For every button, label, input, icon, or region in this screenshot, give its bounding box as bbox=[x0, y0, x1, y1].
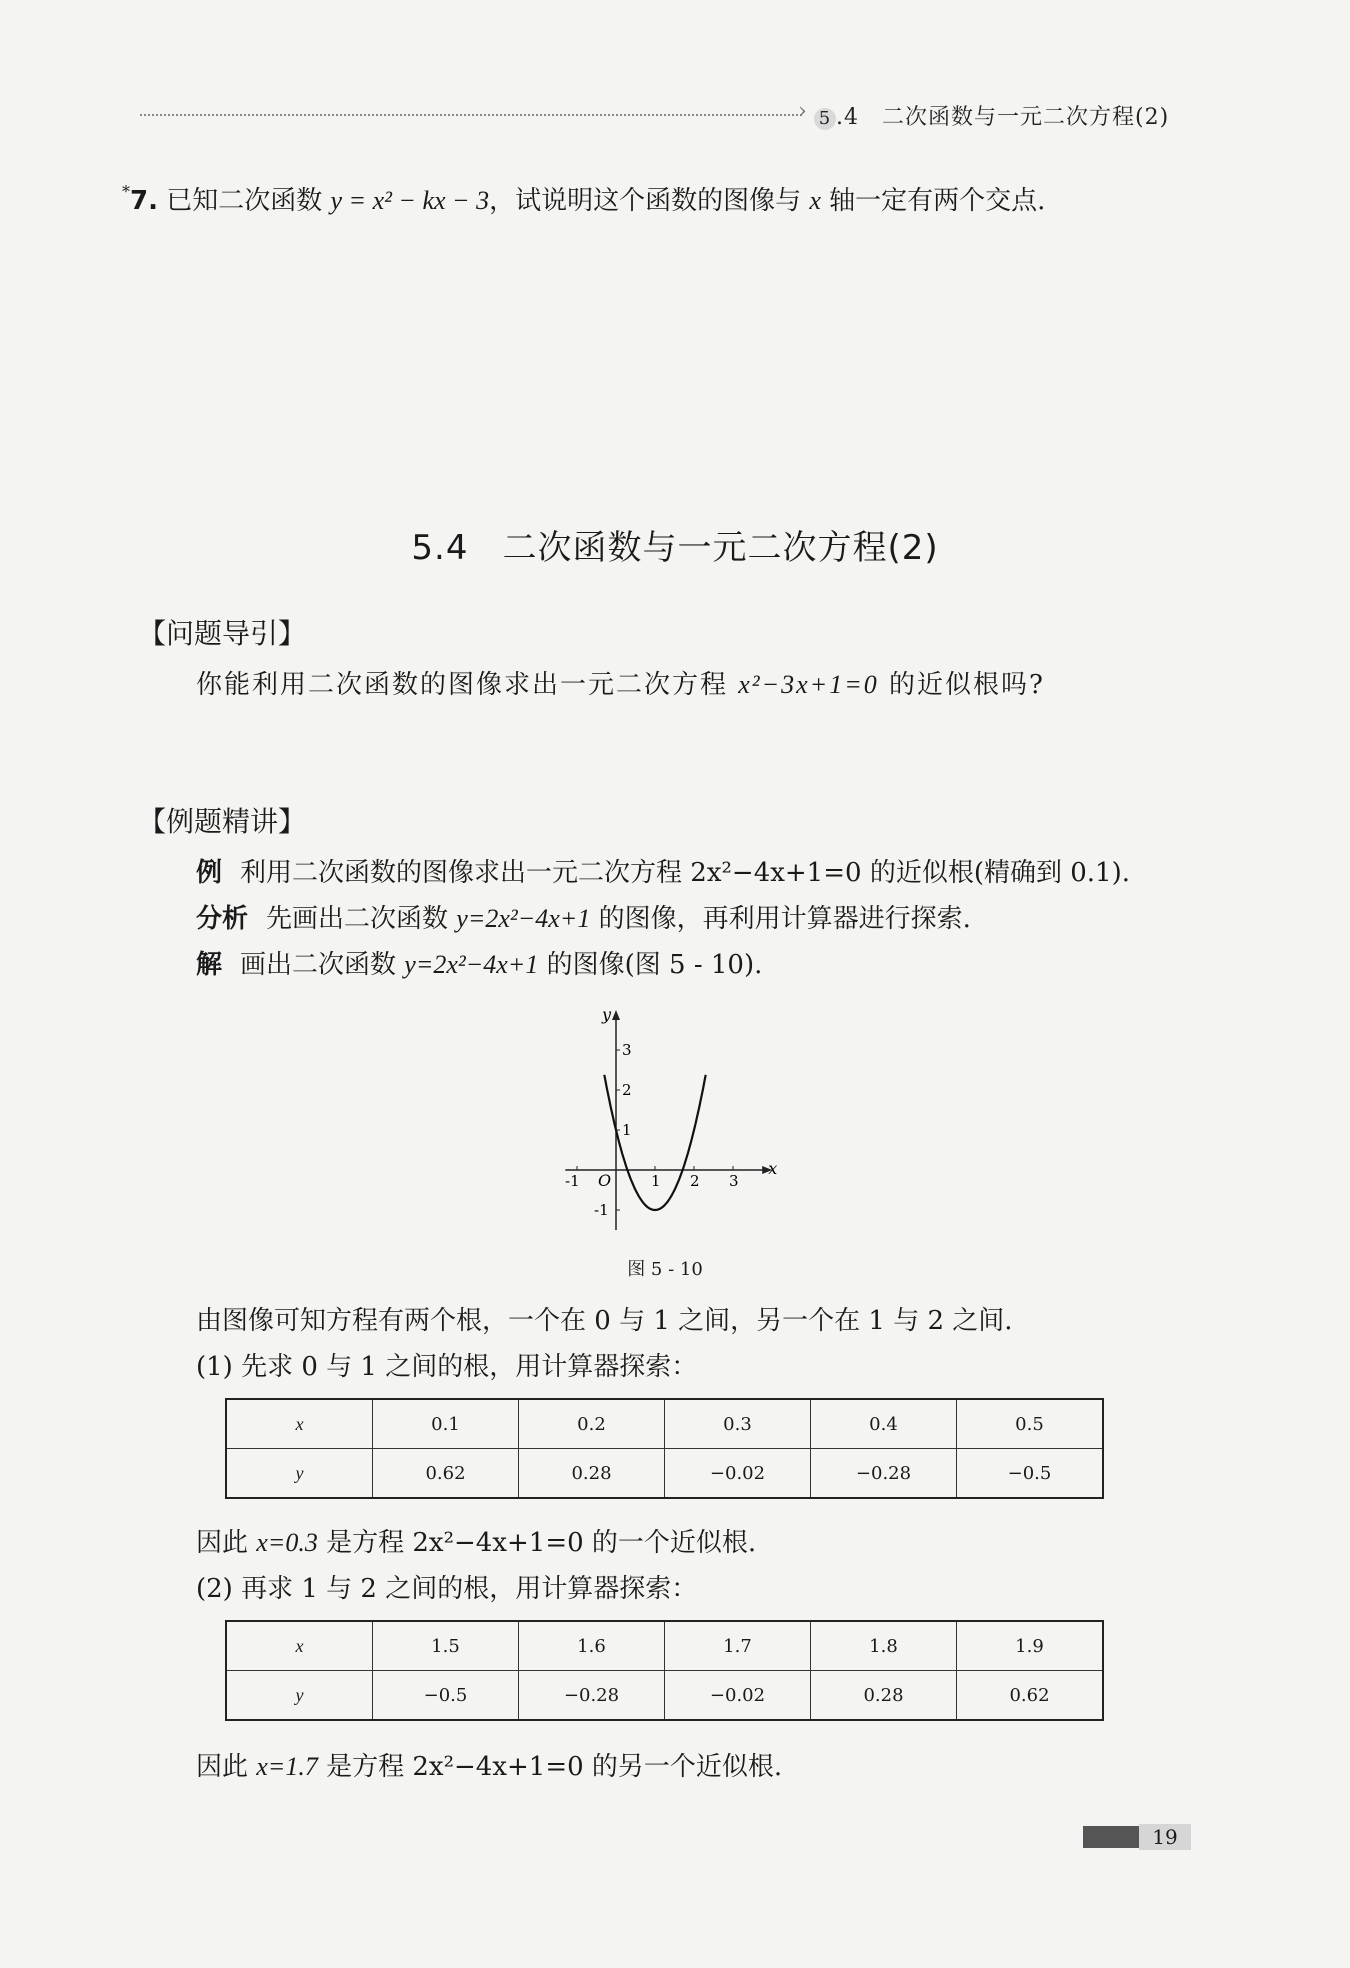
guide-text: 你能利用二次函数的图像求出一元二次方程 bbox=[196, 670, 739, 700]
question-7 bbox=[122, 180, 1045, 217]
header-dotted-rule bbox=[140, 114, 802, 116]
table-cell: 0.4 bbox=[811, 1399, 957, 1449]
table-cell: 1.7 bbox=[665, 1621, 811, 1671]
parabola-figure bbox=[540, 1000, 790, 1240]
table-cell: 0.1 bbox=[373, 1399, 519, 1449]
body-text: 因此 bbox=[196, 1752, 257, 1782]
table-cell: 0.28 bbox=[811, 1671, 957, 1721]
y-axis-label: y bbox=[602, 1005, 612, 1024]
body-text: 的一个近似根. bbox=[583, 1528, 757, 1558]
header-circled-number: 5 bbox=[814, 108, 836, 130]
table-cell: 0.62 bbox=[373, 1449, 519, 1499]
x-tick-label: 3 bbox=[729, 1172, 739, 1190]
solution-text: 的图像(图 5 - 10). bbox=[538, 950, 763, 980]
example-heading: 【例题精讲】 bbox=[138, 805, 307, 838]
body-text: 因此 bbox=[196, 1528, 257, 1558]
header-section: .4 二次函数与一元二次方程(2) bbox=[836, 105, 1170, 130]
body-paragraph-3 bbox=[196, 1522, 756, 1559]
table-cell: 1.9 bbox=[957, 1621, 1104, 1671]
table-header-y bbox=[226, 1449, 373, 1499]
example-text: 的近似根(精确到 0.1). bbox=[861, 858, 1130, 888]
origin-label: O bbox=[598, 1171, 612, 1190]
table-cell: −0.5 bbox=[373, 1671, 519, 1721]
table-cell: −0.28 bbox=[811, 1449, 957, 1499]
page-number-bar bbox=[1083, 1826, 1139, 1848]
table-cell: 0.2 bbox=[519, 1399, 665, 1449]
table-label: x bbox=[295, 1413, 304, 1434]
x-axis-label: x bbox=[768, 1159, 778, 1178]
question-text: 已知二次函数 bbox=[157, 186, 331, 216]
running-header bbox=[814, 100, 1169, 131]
body-expression: x=0.3 bbox=[256, 1528, 318, 1557]
table-2 bbox=[225, 1620, 1104, 1721]
guide-question bbox=[196, 664, 1045, 701]
table-cell: 0.62 bbox=[957, 1671, 1104, 1721]
guide-heading: 【问题导引】 bbox=[138, 617, 307, 650]
body-paragraph-4: (2) 再求 1 与 2 之间的根，用计算器探索： bbox=[196, 1574, 698, 1604]
table-cell: −0.02 bbox=[665, 1449, 811, 1499]
body-text: 是方程 bbox=[317, 1528, 413, 1558]
x-tick-label: 2 bbox=[690, 1172, 700, 1190]
table-cell: 0.5 bbox=[957, 1399, 1104, 1449]
solution-label: 解 bbox=[196, 950, 223, 980]
table-cell: −0.28 bbox=[519, 1671, 665, 1721]
y-tick-label: -1 bbox=[594, 1201, 609, 1219]
table-cell: −0.02 bbox=[665, 1671, 811, 1721]
table-row bbox=[226, 1449, 1103, 1499]
x-tick-label: 1 bbox=[651, 1172, 661, 1190]
analysis-text: 先画出二次函数 bbox=[266, 904, 457, 934]
body-equation: 2x²−4x+1=0 bbox=[412, 1752, 584, 1782]
guide-expression: x²−3x+1=0 bbox=[738, 670, 879, 699]
section-title-text: 二次函数与一元二次方程(2) bbox=[502, 528, 939, 568]
table-1 bbox=[225, 1398, 1104, 1499]
table-cell: 1.6 bbox=[519, 1621, 665, 1671]
y-tick-label: 2 bbox=[622, 1081, 632, 1099]
guide-text: 的近似根吗? bbox=[878, 670, 1045, 700]
star-mark: * bbox=[122, 182, 130, 201]
question-expression: y = x² − kx − 3 bbox=[330, 186, 490, 215]
analysis bbox=[196, 898, 971, 935]
table-cell: 1.5 bbox=[373, 1621, 519, 1671]
body-text: 是方程 bbox=[317, 1752, 413, 1782]
solution bbox=[196, 944, 762, 981]
question-number: 7. bbox=[130, 186, 158, 216]
table-header-x bbox=[226, 1621, 373, 1671]
body-paragraph-1: 由图像可知方程有两个根，一个在 0 与 1 之间，另一个在 1 与 2 之间. bbox=[196, 1306, 1013, 1336]
body-text: 的另一个近似根. bbox=[583, 1752, 783, 1782]
table-row bbox=[226, 1671, 1103, 1721]
question-text: ，试说明这个函数的图像与 bbox=[489, 186, 810, 216]
body-paragraph-5 bbox=[196, 1746, 782, 1783]
y-tick-label: 3 bbox=[622, 1041, 632, 1059]
solution-expression: y=2x²−4x+1 bbox=[404, 950, 539, 979]
table-header-y bbox=[226, 1671, 373, 1721]
tick-group bbox=[565, 1041, 739, 1219]
table-cell: 0.3 bbox=[665, 1399, 811, 1449]
question-variable: x bbox=[809, 186, 821, 215]
x-tick-label: -1 bbox=[565, 1172, 580, 1190]
body-equation: 2x²−4x+1=0 bbox=[412, 1528, 584, 1558]
table-label: x bbox=[295, 1635, 304, 1656]
solution-text: 画出二次函数 bbox=[240, 950, 405, 980]
table-row bbox=[226, 1621, 1103, 1671]
figure-caption: 图 5 - 10 bbox=[627, 1259, 703, 1280]
y-axis-arrow bbox=[612, 1010, 620, 1020]
table-cell: 0.28 bbox=[519, 1449, 665, 1499]
table-row bbox=[226, 1399, 1103, 1449]
header-arrow-icon: › bbox=[798, 99, 807, 124]
example-label: 例 bbox=[196, 858, 223, 888]
body-paragraph-2: (1) 先求 0 与 1 之间的根，用计算器探索： bbox=[196, 1352, 698, 1382]
question-text: 轴一定有两个交点. bbox=[820, 186, 1046, 216]
analysis-text: 的图像，再利用计算器进行探索. bbox=[590, 904, 971, 934]
section-title bbox=[0, 520, 1350, 569]
example-text: 利用二次函数的图像求出一元二次方程 bbox=[240, 858, 691, 888]
table-cell: −0.5 bbox=[957, 1449, 1104, 1499]
body-expression: x=1.7 bbox=[256, 1752, 318, 1781]
page-number: 19 bbox=[1139, 1824, 1191, 1850]
analysis-expression: y=2x²−4x+1 bbox=[456, 904, 591, 933]
y-tick-label: 1 bbox=[622, 1121, 632, 1139]
example-expression: 2x²−4x+1=0 bbox=[690, 858, 862, 888]
table-header-x bbox=[226, 1399, 373, 1449]
section-number: 5.4 bbox=[411, 528, 469, 568]
table-label: y bbox=[295, 1684, 304, 1705]
table-cell: 1.8 bbox=[811, 1621, 957, 1671]
analysis-label: 分析 bbox=[196, 904, 249, 934]
table-label: y bbox=[295, 1462, 304, 1483]
example-statement bbox=[196, 852, 1130, 889]
